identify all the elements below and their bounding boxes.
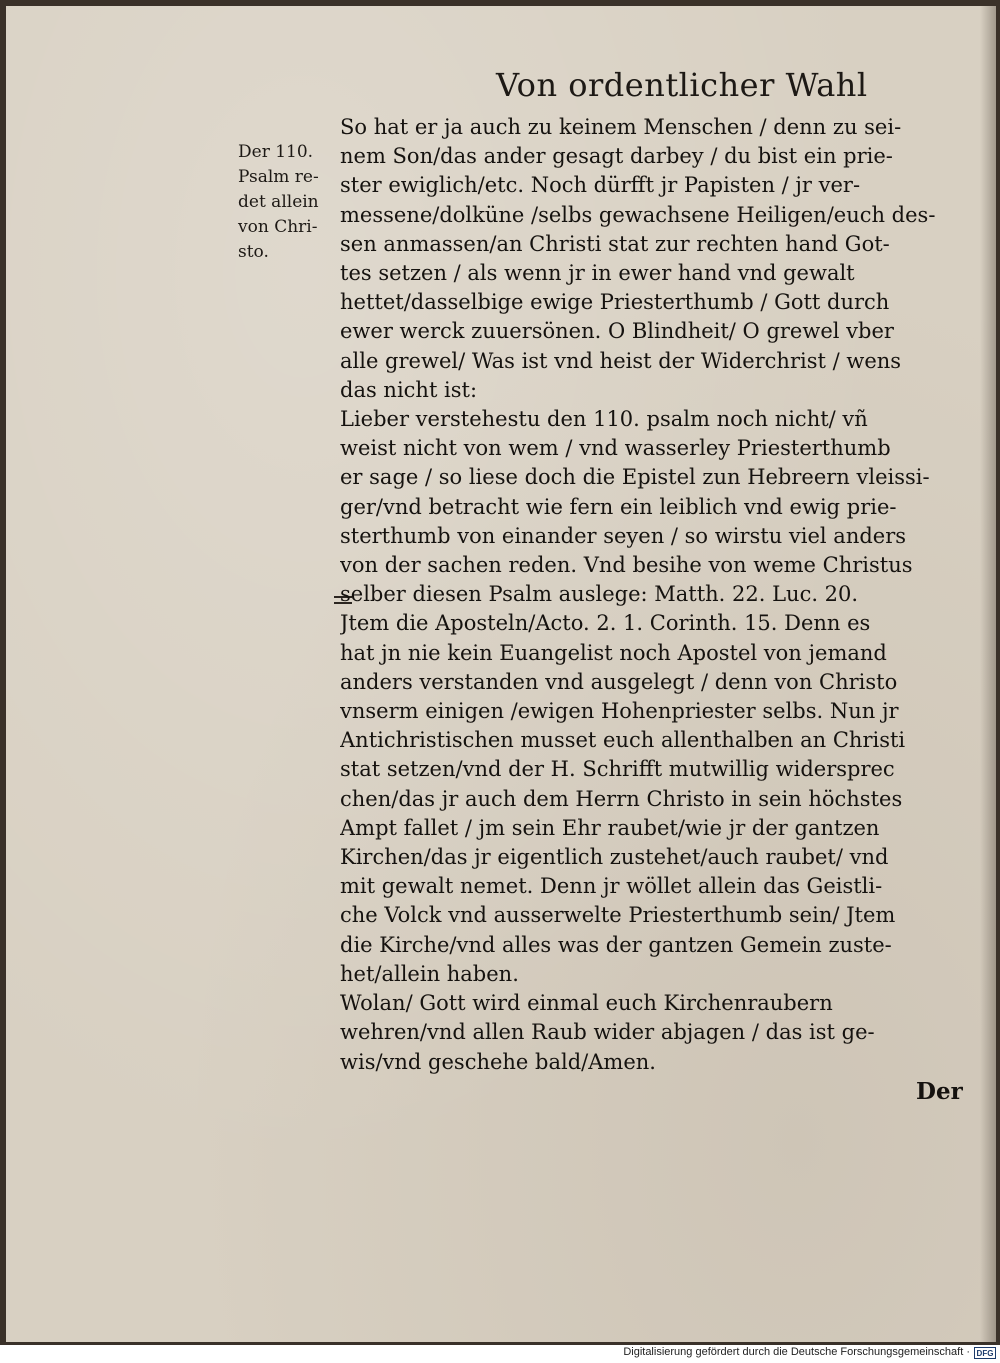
text-line: Ampt fallet / jm sein Ehr raubet/wie jr der gantzen bbox=[340, 815, 880, 840]
text-line: alle grewel/ Was ist vnd heist der Widerchrist / wens bbox=[340, 348, 902, 373]
dfg-logo: DFG bbox=[974, 1347, 996, 1359]
body-text bbox=[340, 113, 976, 1077]
running-head: Von ordentlicher Wahl bbox=[496, 66, 868, 104]
text-line: ger/vnd betracht wie fern ein leiblich vnd ewig prie- bbox=[340, 494, 897, 519]
text-line: ewer werck zuuersönen. O Blindheit/ O grewel vber bbox=[340, 319, 894, 344]
margin-note-line: Psalm re- bbox=[238, 167, 319, 187]
text-line: ster ewiglich/etc. Noch dürfft jr Papisten / jr ver- bbox=[340, 173, 861, 198]
text-line: messene/dolküne /selbs gewachsene Heiligen/euch des- bbox=[340, 202, 936, 227]
text-line: het/allein haben. bbox=[340, 961, 519, 986]
margin-note-line: Der 110. bbox=[238, 142, 314, 162]
text-line: stat setzen/vnd der H. Schrifft mutwillig widersprec bbox=[340, 757, 895, 782]
text-line: chen/das jr auch dem Herrn Christo in sein höchstes bbox=[340, 786, 903, 811]
text-line: von der sachen reden. Vnd besihe von weme Christus bbox=[340, 553, 913, 578]
margin-note-line: det allein bbox=[238, 192, 319, 212]
text-line: wis/vnd geschehe bald/Amen. bbox=[340, 1049, 656, 1074]
text-line: tes setzen / als wenn jr in ewer hand vnd gewalt bbox=[340, 261, 855, 286]
funding-credit: Digitalisierung gefördert durch die Deutsche Forschungsgemeinschaft · bbox=[623, 1346, 970, 1358]
text-line: Kirchen/das jr eigentlich zustehet/auch raubet/ vnd bbox=[340, 845, 889, 870]
text-line: das nicht ist: bbox=[340, 377, 478, 402]
text-line: sterthumb von einander seyen / so wirstu viel anders bbox=[340, 523, 907, 548]
text-line: nem Son/das ander gesagt darbey / du bist ein prie- bbox=[340, 144, 893, 169]
footer-bar bbox=[0, 1345, 1000, 1363]
text-line: selber diesen Psalm auslege: Matth. 22. Luc. 20. bbox=[340, 582, 859, 607]
text-line: Antichristischen musset euch allenthalben an Christi bbox=[340, 728, 906, 753]
margin-note-line: von Chri- bbox=[238, 217, 318, 237]
text-line: Jtem die Aposteln/Acto. 2. 1. Corinth. 15. Denn es bbox=[340, 611, 871, 636]
page-gutter-shadow bbox=[980, 6, 996, 1342]
margin-note-line: sto. bbox=[238, 242, 269, 262]
text-line: che Volck vnd ausserwelte Priesterthumb sein/ Jtem bbox=[340, 903, 896, 928]
text-line: So hat er ja auch zu keinem Menschen / denn zu sei- bbox=[340, 115, 902, 139]
text-line: anders verstanden vnd ausgelegt / denn von Christo bbox=[340, 669, 898, 694]
text-line: die Kirche/vnd alles was der gantzen Gemein zuste- bbox=[340, 932, 892, 957]
text-line: Lieber verstehestu den 110. psalm noch nicht/ vñ bbox=[340, 407, 868, 432]
text-line: sen anmassen/an Christi stat zur rechten hand Got- bbox=[340, 231, 890, 256]
text-line: vnserm einigen /ewigen Hohenpriester selbs. Nun jr bbox=[340, 699, 899, 724]
text-line: Wolan/ Gott wird einmal euch Kirchenraubern bbox=[340, 991, 833, 1016]
text-line: mit gewalt nemet. Denn jr wöllet allein das Geistli- bbox=[340, 874, 883, 899]
text-line: er sage / so liese doch die Epistel zun Hebreern vleissi- bbox=[340, 465, 930, 490]
text-line: wehren/vnd allen Raub wider abjagen / das ist ge- bbox=[340, 1020, 875, 1045]
text-line: hettet/dasselbige ewige Priesterthumb / Gott durch bbox=[340, 290, 890, 315]
text-line: hat jn nie kein Euangelist noch Apostel von jemand bbox=[340, 640, 887, 665]
catchword: Der bbox=[916, 1078, 963, 1105]
margin-note bbox=[238, 140, 346, 265]
text-line: weist nicht von wem / vnd wasserley Priesterthumb bbox=[340, 436, 891, 461]
